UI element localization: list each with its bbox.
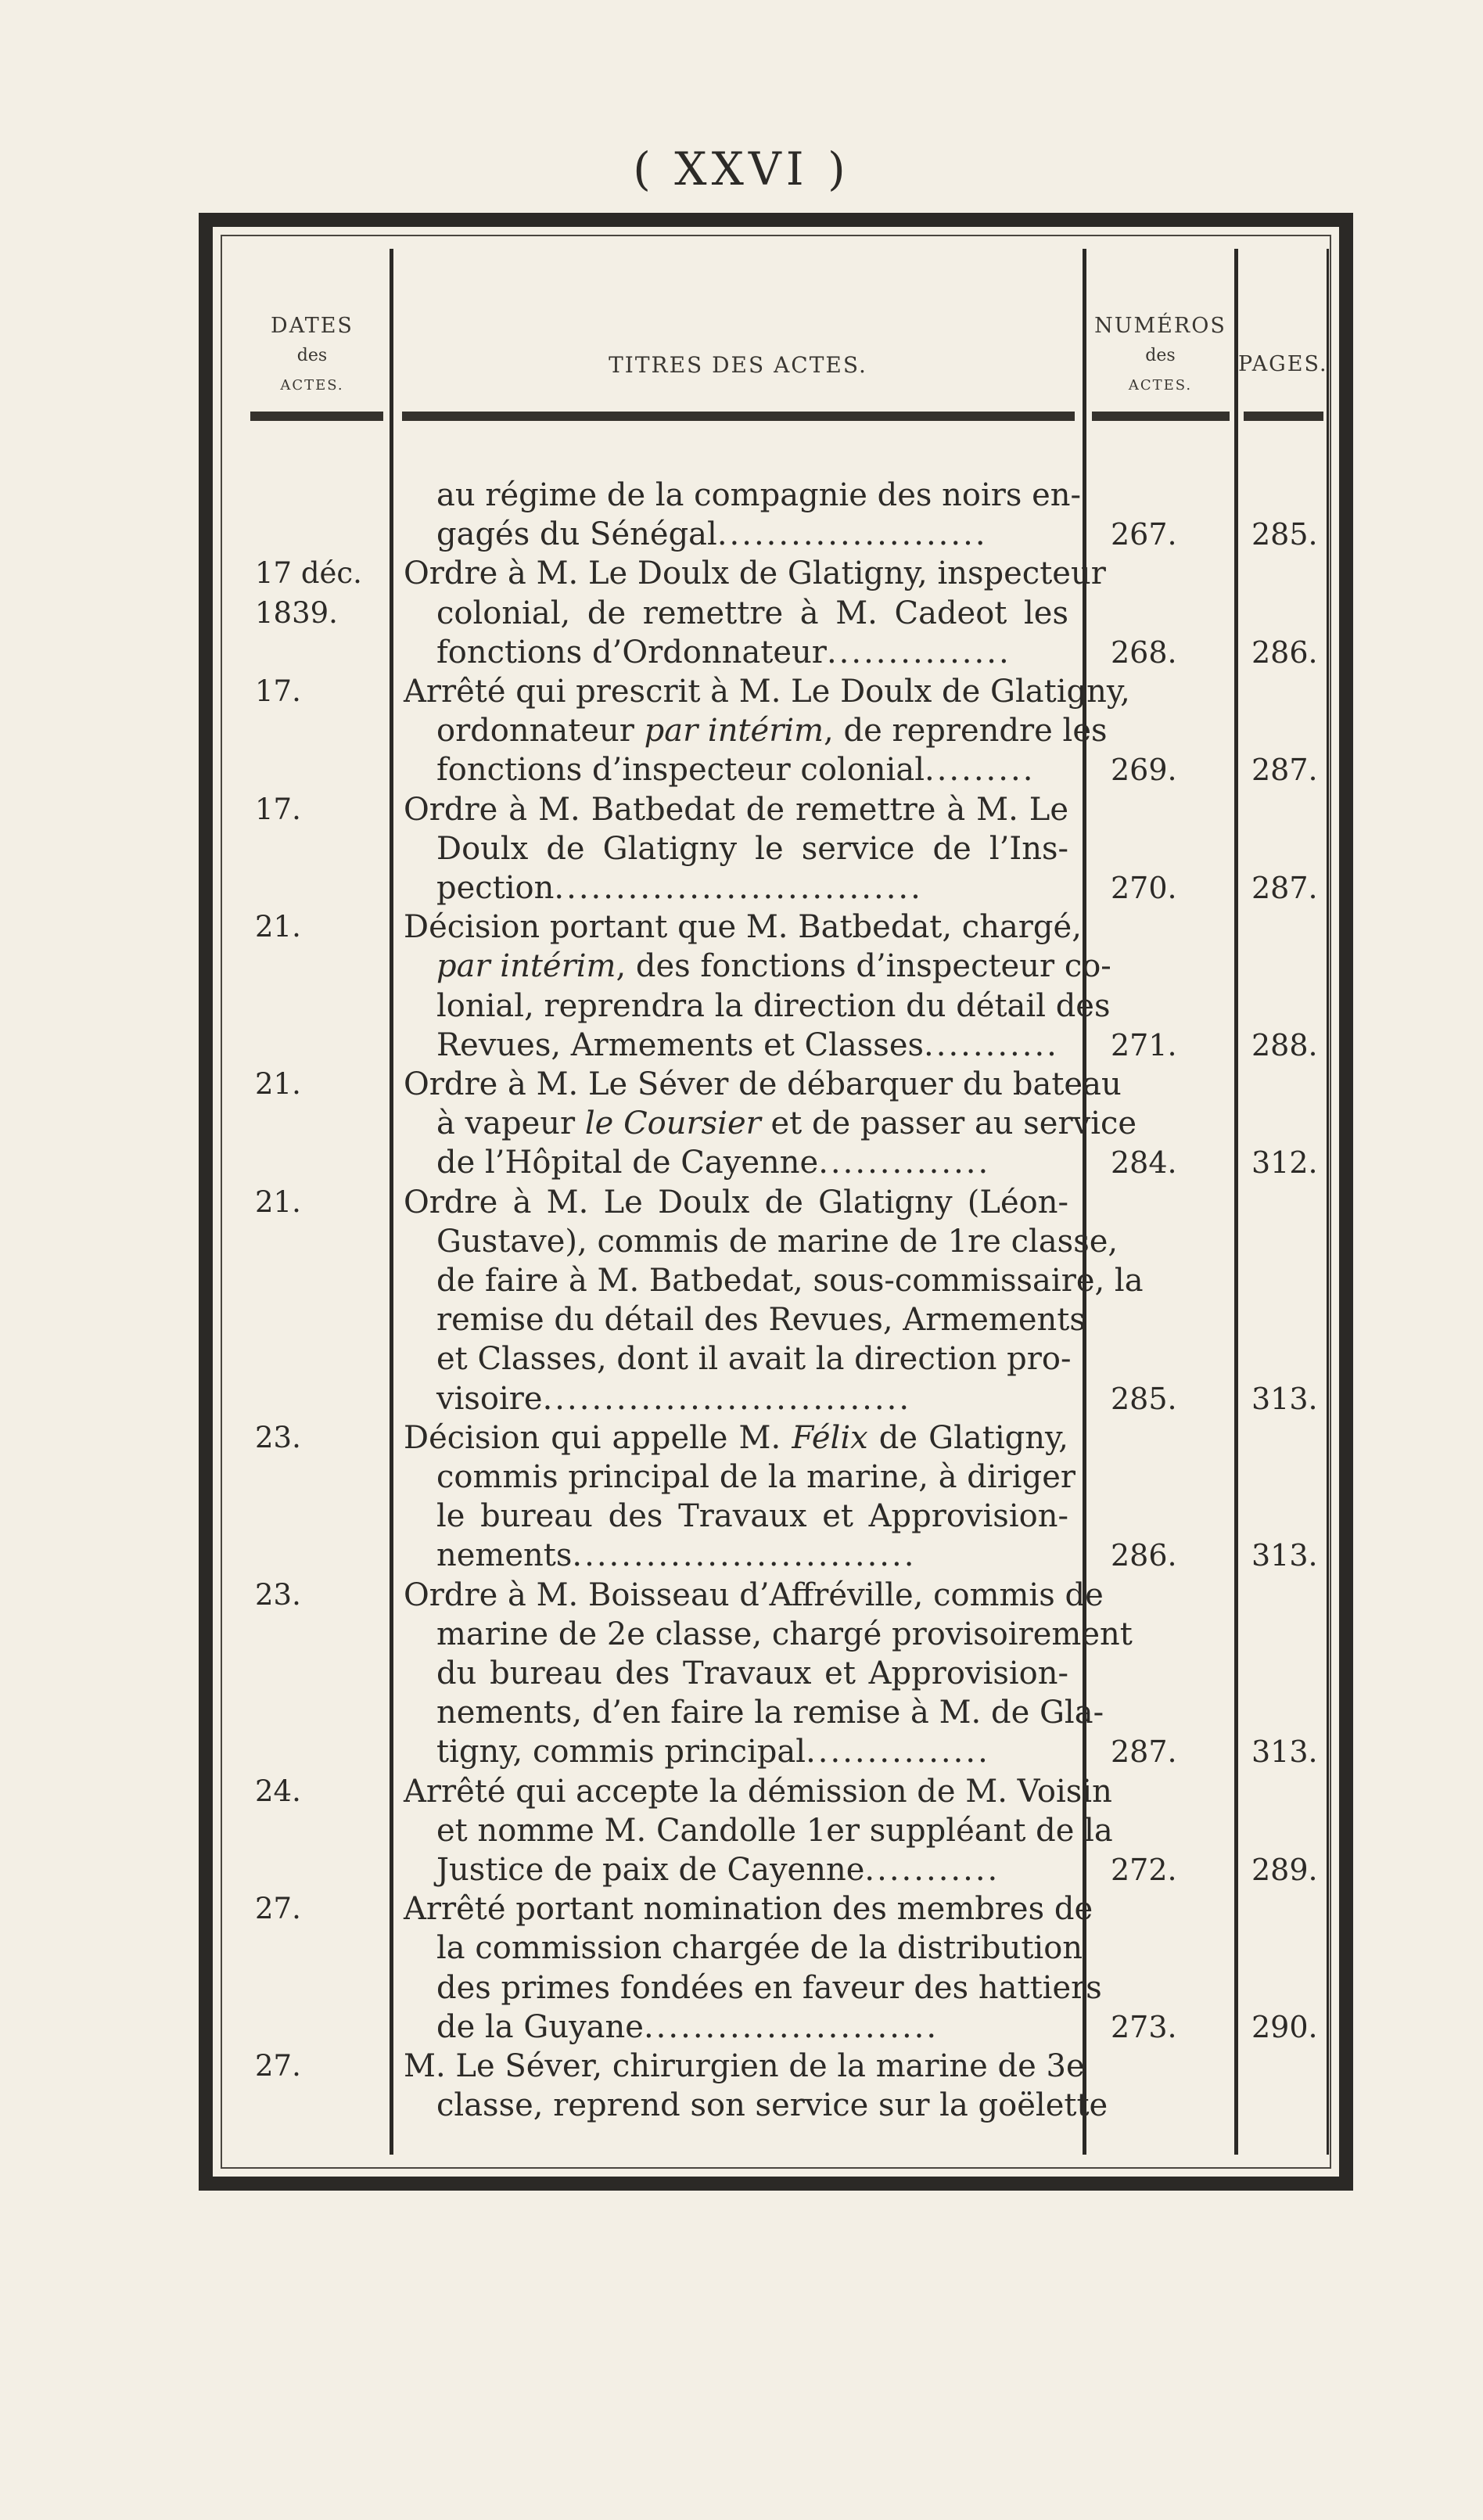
entry-title-text: et nomme M. Candolle 1er suppléant de la bbox=[436, 1813, 1113, 1849]
header-numeros-line3: ACTES. bbox=[1128, 377, 1193, 394]
entry-title-text: nements, d’en faire la remise à M. de Gla- bbox=[436, 1695, 1104, 1731]
entry-title-text: Ordre à M. Le Séver de débarquer du bateau bbox=[404, 1066, 1122, 1102]
entry-title-line bbox=[436, 1458, 1075, 1497]
entry-title-text: Revues, Armements et Classes bbox=[436, 1027, 925, 1063]
entry-title-text: de l’Hôpital de Cayenne bbox=[436, 1145, 819, 1181]
entry-title-text: à vapeur le Coursier et de passer au service bbox=[436, 1105, 1137, 1141]
entry-page: 313. bbox=[1251, 1735, 1318, 1769]
entry-title-text: Justice de paix de Cayenne bbox=[436, 1852, 865, 1888]
entry-page: 312. bbox=[1251, 1145, 1318, 1180]
entry-title-line bbox=[404, 1772, 1112, 1811]
column-rule-titres bbox=[1083, 249, 1086, 2155]
entry-title-line bbox=[436, 1811, 1113, 1850]
entry-title-text: tigny, commis principal bbox=[436, 1734, 806, 1770]
entry-title-line bbox=[404, 790, 1068, 829]
header-dates bbox=[235, 311, 390, 401]
entry-title-line bbox=[436, 1339, 1072, 1379]
entry-date: 1839. bbox=[255, 596, 338, 630]
entry-number: 268. bbox=[1111, 635, 1177, 670]
entry-title-line bbox=[436, 1536, 1068, 1575]
entry-title-line bbox=[436, 1143, 1068, 1182]
entry-title-text: Ordre à M. Le Doulx de Glatigny, inspecteur bbox=[404, 555, 1106, 591]
entry-title-text: M. Le Séver, chirurgien de la marine de 3e bbox=[404, 2048, 1085, 2084]
entry-title-text: pection bbox=[436, 870, 555, 906]
entry-date: 21. bbox=[255, 910, 301, 944]
entry-page: 313. bbox=[1251, 1382, 1318, 1416]
entry-title-text: fonctions d’Ordonnateur bbox=[436, 634, 827, 670]
entry-title-line bbox=[436, 1104, 1137, 1143]
entry-title-text: Arrêté qui accepte la démission de M. Voisin bbox=[404, 1774, 1112, 1810]
entry-date: 17 déc. bbox=[255, 556, 362, 590]
entry-title-text: classe, reprend son service sur la goëlette bbox=[436, 2087, 1108, 2123]
entry-title-line bbox=[436, 1850, 1068, 1889]
entry-title-text: ordonnateur par intérim, de reprendre les bbox=[436, 713, 1108, 749]
entry-title-line bbox=[436, 476, 1082, 515]
entry-title-line bbox=[436, 2086, 1108, 2125]
entry-number: 272. bbox=[1111, 1853, 1177, 1887]
entry-title-line bbox=[436, 1300, 1086, 1339]
entry-title-text: au régime de la compagnie des noirs en- bbox=[436, 477, 1082, 513]
entry-title-line bbox=[404, 1065, 1122, 1104]
entry-date: 27. bbox=[255, 1892, 301, 1925]
leader-dots: ........................ bbox=[643, 2009, 939, 2045]
entry-title-line bbox=[436, 594, 1068, 633]
entry-page: 286. bbox=[1251, 635, 1318, 670]
entry-title-line bbox=[436, 1222, 1119, 1261]
leader-dots: ............... bbox=[806, 1734, 990, 1770]
entry-title-text: visoire bbox=[436, 1381, 543, 1417]
entry-number: 284. bbox=[1111, 1145, 1177, 1180]
entry-title-text: Arrêté portant nomination des membres de bbox=[404, 1891, 1093, 1927]
entry-number: 269. bbox=[1111, 753, 1177, 787]
column-rule-pages bbox=[1327, 249, 1329, 2155]
entry-title-line bbox=[436, 1497, 1068, 1536]
entry-title-text: du bureau des Travaux et Approvision- bbox=[436, 1655, 1068, 1691]
column-rule-dates bbox=[390, 249, 393, 2155]
header-bar bbox=[1092, 412, 1230, 421]
leader-dots: ......... bbox=[924, 752, 1036, 788]
entry-title-text: lonial, reprendra la direction du détail des bbox=[436, 988, 1111, 1024]
entry-title-line bbox=[436, 1693, 1104, 1732]
table-inner bbox=[235, 249, 1328, 2155]
entry-title-text: Ordre à M. Le Doulx de Glatigny (Léon- bbox=[404, 1185, 1068, 1220]
entry-page: 290. bbox=[1251, 2010, 1318, 2044]
entry-page: 287. bbox=[1251, 871, 1318, 905]
entry-title-line bbox=[436, 1929, 1083, 1968]
entry-title-text: la commission chargée de la distribution bbox=[436, 1930, 1083, 1966]
entry-title-text: Ordre à M. Batbedat de remettre à M. Le bbox=[404, 792, 1068, 828]
entry-number: 271. bbox=[1111, 1028, 1177, 1062]
entry-title-line bbox=[404, 1576, 1104, 1615]
entry-title-text: par intérim, des fonctions d’inspecteur co- bbox=[436, 948, 1111, 984]
entry-title-line bbox=[436, 947, 1111, 986]
entry-date: 24. bbox=[255, 1774, 301, 1808]
entry-title-text: de faire à M. Batbedat, sous-commissaire, la bbox=[436, 1263, 1144, 1299]
header-dates-line1: DATES bbox=[271, 314, 354, 338]
entry-date: 23. bbox=[255, 1421, 301, 1454]
entry-title-line bbox=[436, 1615, 1133, 1654]
header-titres: TITRES DES ACTES. bbox=[609, 352, 867, 378]
entry-number: 286. bbox=[1111, 1538, 1177, 1573]
leader-dots: ........... bbox=[924, 1027, 1059, 1063]
entry-number: 287. bbox=[1111, 1735, 1177, 1769]
entry-date: 21. bbox=[255, 1067, 301, 1101]
header-pages: PAGES. bbox=[1238, 352, 1328, 376]
entry-number: 267. bbox=[1111, 517, 1177, 552]
entry-date: 17. bbox=[255, 793, 301, 826]
leader-dots: ...................... bbox=[716, 516, 988, 552]
column-rule-numeros bbox=[1234, 249, 1238, 2155]
entry-title-text: colonial, de remettre à M. Cadeot les bbox=[436, 595, 1068, 631]
entry-page: 287. bbox=[1251, 753, 1318, 787]
entry-title-line bbox=[436, 829, 1068, 868]
entry-title-text: commis principal de la marine, à diriger bbox=[436, 1459, 1075, 1495]
entry-page: 313. bbox=[1251, 1538, 1318, 1573]
entry-title-line bbox=[436, 1261, 1144, 1300]
entry-title-line bbox=[404, 2047, 1085, 2086]
entry-title-line bbox=[436, 1732, 1068, 1771]
entry-title-text: marine de 2e classe, chargé provisoirement bbox=[436, 1616, 1133, 1652]
entry-title-line bbox=[436, 1379, 1068, 1418]
leader-dots: ........... bbox=[864, 1852, 1000, 1888]
entry-number: 273. bbox=[1111, 2010, 1177, 2044]
entry-title-line bbox=[436, 868, 1068, 908]
entry-title-text: nements bbox=[436, 1537, 573, 1573]
entry-title-text: gagés du Sénégal bbox=[436, 516, 717, 552]
header-bar bbox=[250, 412, 383, 421]
entry-title-line bbox=[436, 711, 1108, 750]
entry-title-line bbox=[436, 515, 1068, 554]
entry-title-text: Gustave), commis de marine de 1re classe, bbox=[436, 1224, 1119, 1260]
header-bar bbox=[1244, 412, 1323, 421]
entry-title-text: fonctions d’inspecteur colonial bbox=[436, 752, 925, 788]
entry-number: 285. bbox=[1111, 1382, 1177, 1416]
leader-dots: ............... bbox=[826, 634, 1011, 670]
header-bar bbox=[402, 412, 1075, 421]
entry-page: 289. bbox=[1251, 1853, 1318, 1887]
entry-date: 17. bbox=[255, 674, 301, 708]
entry-title-line bbox=[404, 1183, 1068, 1222]
header-dates-line2: des bbox=[296, 346, 328, 365]
entry-title-text: Décision qui appelle M. Félix de Glatigny, bbox=[404, 1420, 1068, 1456]
entry-title-line bbox=[436, 987, 1111, 1026]
entry-date: 23. bbox=[255, 1578, 301, 1612]
entry-page: 288. bbox=[1251, 1028, 1318, 1062]
entry-page: 285. bbox=[1251, 517, 1318, 552]
header-numeros-line1: NUMÉROS bbox=[1094, 314, 1226, 338]
header-numeros bbox=[1086, 311, 1234, 401]
entry-title-text: des primes fondées en faveur des hattiers bbox=[436, 1970, 1102, 2006]
entry-title-line bbox=[436, 633, 1068, 672]
entry-title-line bbox=[436, 2008, 1068, 2047]
leader-dots: ............................ bbox=[572, 1537, 917, 1573]
entry-title-line bbox=[436, 1026, 1068, 1065]
entry-number: 270. bbox=[1111, 871, 1177, 905]
leader-dots: .............................. bbox=[542, 1381, 912, 1417]
entry-title-text: Arrêté qui prescrit à M. Le Doulx de Glatigny, bbox=[404, 674, 1130, 710]
entry-date: 21. bbox=[255, 1185, 301, 1219]
entry-title-text: Décision portant que M. Batbedat, chargé, bbox=[404, 909, 1082, 945]
page-number: ( XXVI ) bbox=[633, 142, 850, 196]
entry-title-line bbox=[404, 554, 1106, 593]
entry-title-line bbox=[404, 672, 1130, 711]
header-dates-line3: ACTES. bbox=[280, 377, 344, 394]
entry-title-text: Doulx de Glatigny le service de l’Ins- bbox=[436, 831, 1068, 867]
entry-title-line bbox=[404, 908, 1082, 947]
entry-title-text: et Classes, dont il avait la direction pro- bbox=[436, 1341, 1072, 1377]
table-frame bbox=[199, 213, 1353, 2191]
entry-title-line bbox=[436, 1968, 1102, 2008]
header-numeros-line2: des bbox=[1145, 346, 1176, 365]
leader-dots: .............. bbox=[818, 1145, 991, 1181]
entry-title-text: le bureau des Travaux et Approvision- bbox=[436, 1498, 1068, 1534]
entry-title-line bbox=[404, 1418, 1068, 1458]
entry-title-line bbox=[436, 1654, 1068, 1693]
leader-dots: .............................. bbox=[554, 870, 923, 906]
entry-title-line bbox=[404, 1889, 1093, 1929]
entry-title-text: Ordre à M. Boisseau d’Affréville, commis de bbox=[404, 1577, 1104, 1613]
entry-title-text: de la Guyane bbox=[436, 2009, 644, 2045]
entry-title-line bbox=[436, 750, 1068, 789]
entry-title-text: remise du détail des Revues, Armements bbox=[436, 1302, 1086, 1338]
entry-date: 27. bbox=[255, 2049, 301, 2083]
